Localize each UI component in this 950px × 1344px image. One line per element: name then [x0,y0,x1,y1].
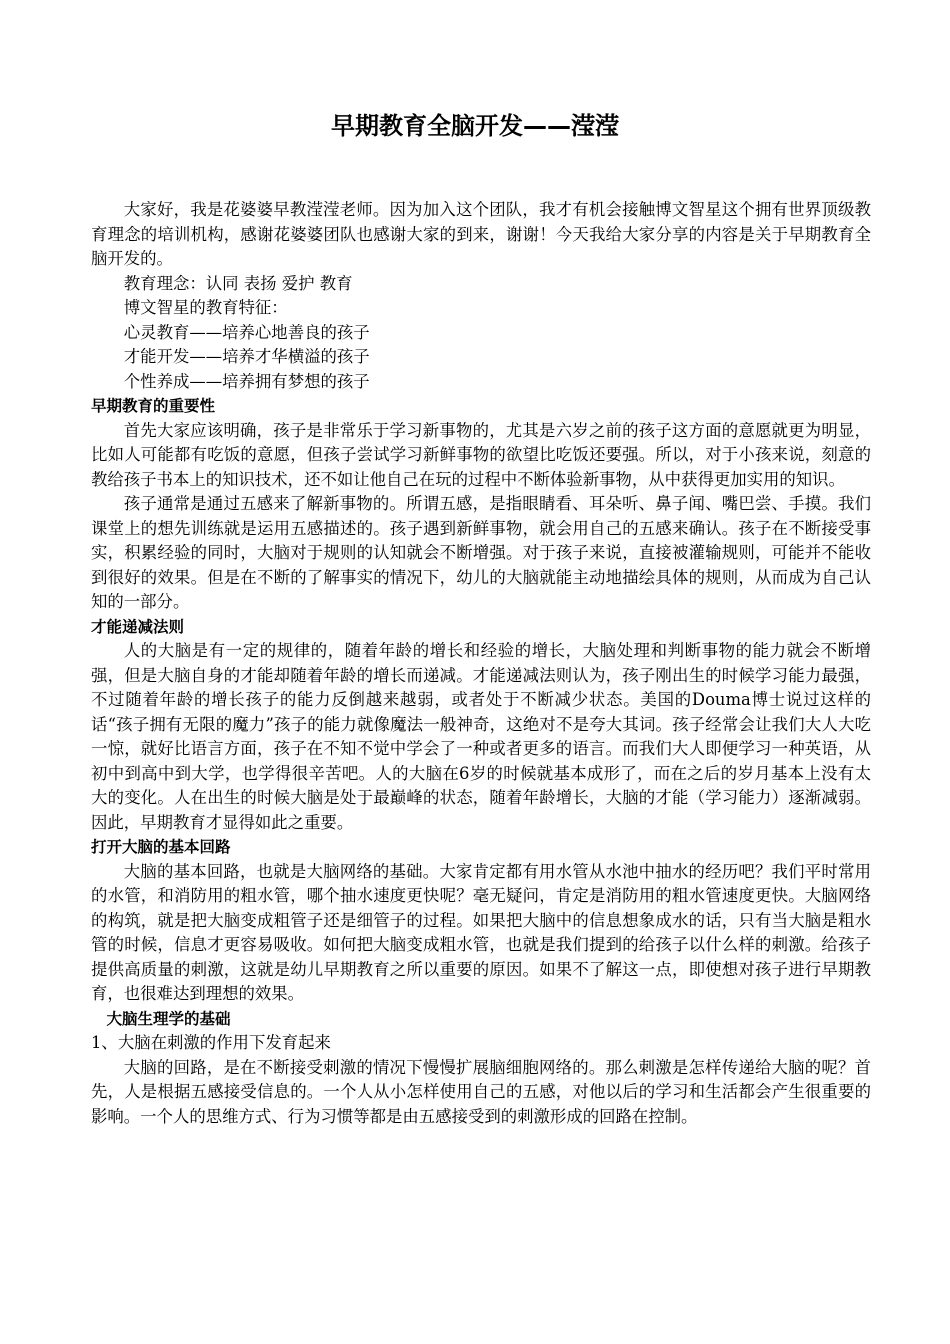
section-paragraph: 首先大家应该明确，孩子是非常乐于学习新事物的，尤其是六岁之前的孩子这方面的意愿就更为明显，比如人可能都有吃饭的意愿，但孩子尝试学习新鲜事物的欲望比吃饭还要强。所以，对于小孩来说，刻意的教给孩子书本上的知识技术，还不如让他自己在玩的过程中不断体验新事物，从中获得更加实用的知识。 [91,420,871,489]
feature-item: 心灵教育——培养心地善良的孩子 [123,322,370,342]
document-title: 早期教育全脑开发——滢滢 [331,112,619,140]
subsection-heading: 1、大脑在刺激的作用下发育起来 [91,1033,331,1052]
section-paragraph: 人的大脑是有一定的规律的，随着年龄的增长和经验的增长，大脑处理和判断事物的能力就会不断增强，但是大脑自身的才能却随着年龄的增长而递减。才能递减法则认为，孩子刚出生的时候学习能力最强，不过随着年龄的增长孩子的能力反倒越来越弱，或者处于不断减少状态。美国的Douma博士说过这样的话“孩子拥有无限的魔力”孩子的能力就像魔法一般神奇，这绝对不是夸大其词。孩子经常会让我们大人大吃一惊，就好比语言方面，孩子在不知不觉中学会了一种或者更多的语言。而我们大人即便学习一种英语，从初中到高中到大学，也学得很辛苦吧。人的大脑在6岁的时候就基本成形了，而在之后的岁月基本上没有太大的变化。人在出生的时候大脑是处于最巅峰的状态，随着年龄增长，大脑的才能（学习能力）逐渐减弱。因此，早期教育才显得如此之重要。 [91,641,871,832]
section-paragraph: 孩子通常是通过五感来了解新事物的。所谓五感，是指眼睛看、耳朵听、鼻子闻、嘴巴尝、手摸。我们课堂上的想先训练就是运用五感描述的。孩子遇到新鲜事物，就会用自己的五感来确认。孩子在不断接受事实，积累经验的同时，大脑对于规则的认知就会不断增强。对于孩子来说，直接被灌输规则，可能并不能收到很好的效果。但是在不断的了解事实的情况下，幼儿的大脑就能主动地描绘具体的规则，从而成为自己认知的一部分。 [91,494,871,611]
section-paragraph: 大脑的基本回路，也就是大脑网络的基础。大家肯定都有用水管从水池中抽水的经历吧？我们平时常用的水管，和消防用的粗水管，哪个抽水速度更快呢？毫无疑问，肯定是消防用的粗水管速度更快。大脑网络的构筑，就是把大脑变成粗管子还是细管子的过程。如果把大脑中的信息想象成水的话，只有当大脑是粗水管的时候，信息才更容易吸收。如何把大脑变成粗水管，也就是我们提到的给孩子以什么样的刺激。给孩子提供高质量的刺激，这就是幼儿早期教育之所以重要的原因。如果不了解这一点，即使想对孩子进行早期教育，也很难达到理想的效果。 [91,861,871,1003]
section-heading: 早期教育的重要性 [91,397,216,415]
intro-paragraph: 大家好，我是花婆婆早教滢滢老师。因为加入这个团队，我才有机会接触博文智星这个拥有世界顶级教育理念的培训机构，感谢花婆婆团队也感谢大家的到来，谢谢！今天我给大家分享的内容是关于早期教育全脑开发的。 [91,200,871,268]
feature-item: 才能开发——培养才华横溢的孩子 [123,347,370,366]
section-heading: 才能递减法则 [91,617,185,636]
document-body [91,198,871,1129]
section-heading: 大脑生理学的基础 [106,1009,231,1028]
philosophy-line: 教育理念：认同 表扬 爱护 教育 [123,273,353,293]
features-title: 博文智星的教育特征： [123,298,288,317]
section-heading: 打开大脑的基本回路 [91,838,231,856]
section-paragraph: 大脑的回路，是在不断接受刺激的情况下慢慢扩展脑细胞网络的。那么刺激是怎样传递给大脑的呢？首先，人是根据五感接受信息的。一个人从小怎样使用自己的五感，对他以后的学习和生活都会产生很重要的影响。一个人的思维方式、行为习惯等都是由五感接受到的刺激形成的回路在控制。 [91,1057,871,1126]
feature-item: 个性养成——培养拥有梦想的孩子 [123,371,370,391]
